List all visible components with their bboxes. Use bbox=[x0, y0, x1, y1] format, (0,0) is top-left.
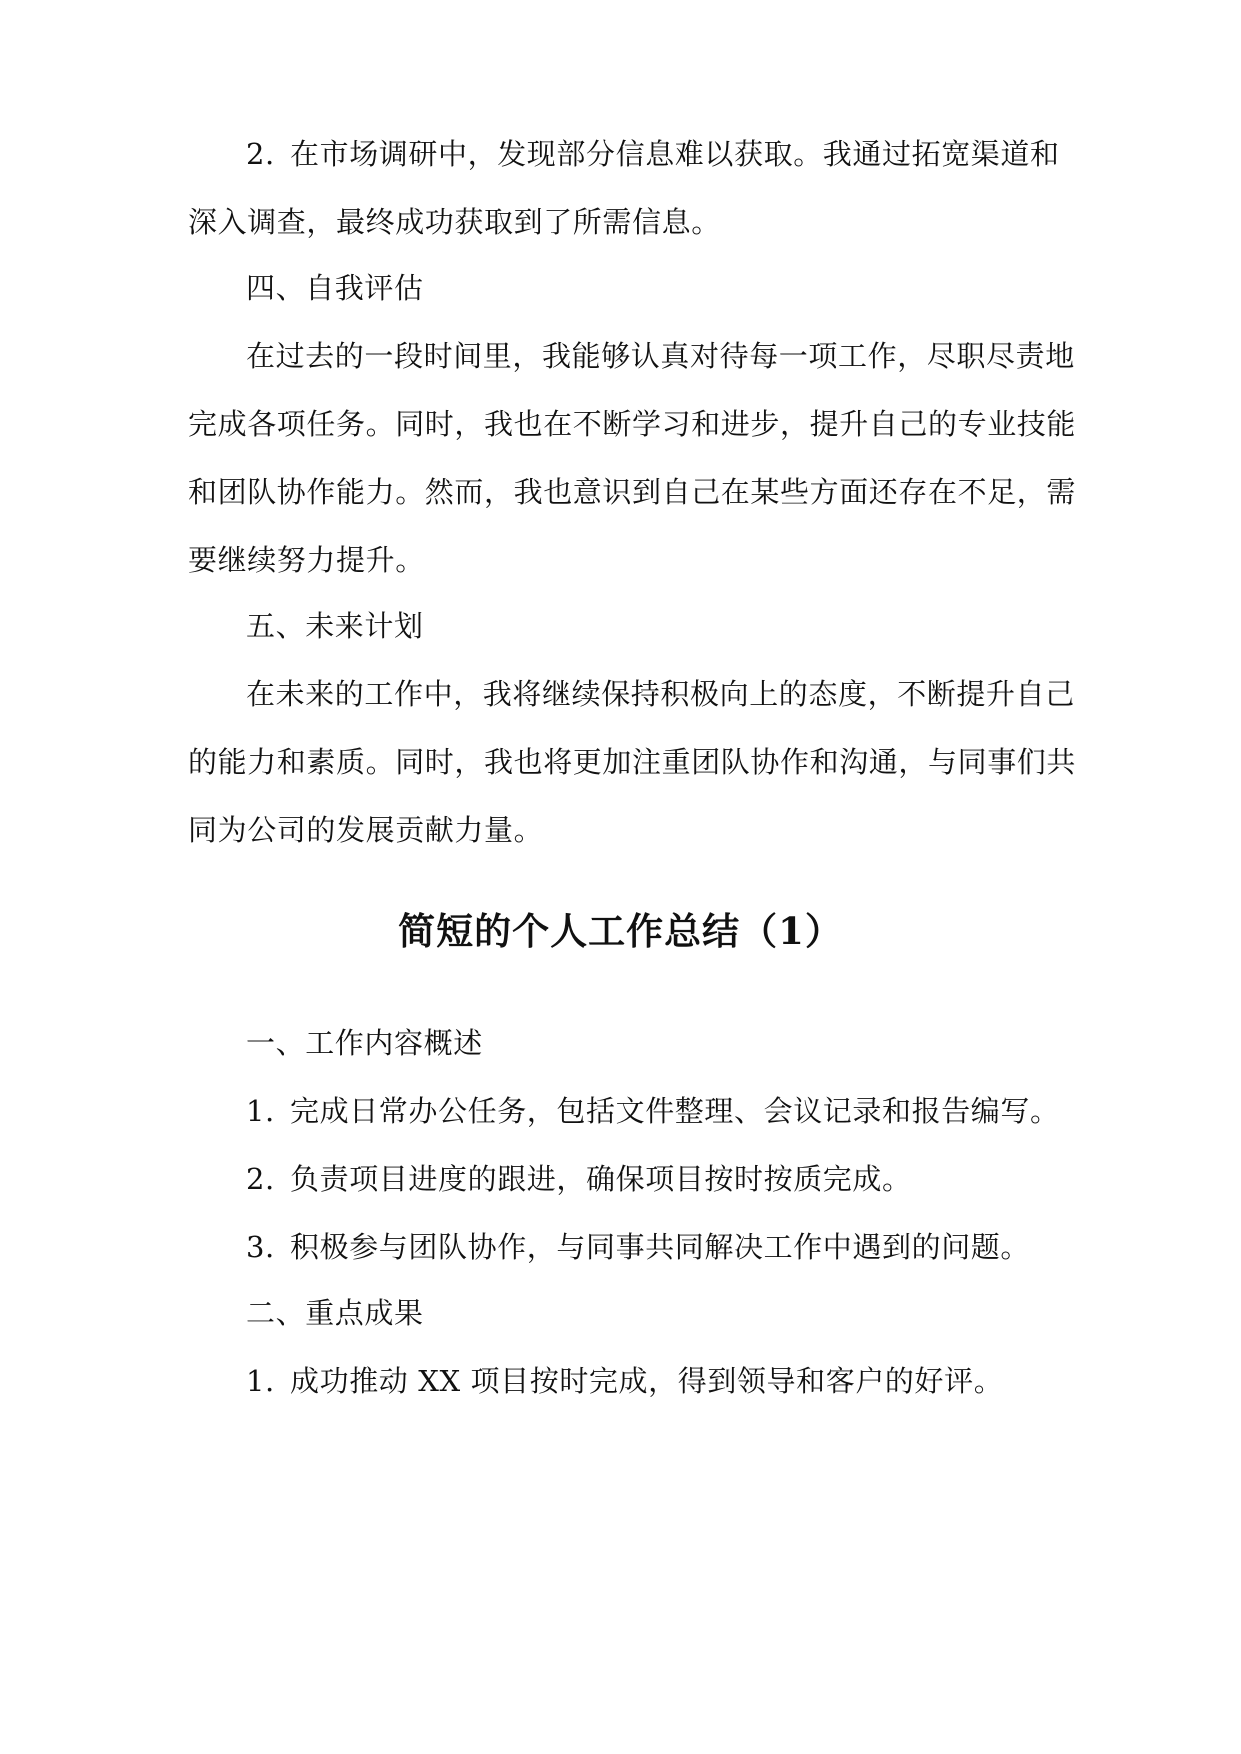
paragraph-line: 完成各项任务。同时，我也在不断学习和进步，提升自己的专业技能 bbox=[188, 407, 1077, 441]
list-text: 成功推动 XX 项目按时完成，得到领导和客户的好评。 bbox=[290, 1364, 1004, 1398]
document-title: 简短的个人工作总结（1） bbox=[398, 909, 843, 953]
list-item bbox=[246, 1361, 1116, 1401]
list-item bbox=[246, 1159, 1116, 1199]
section-heading: 二、重点成果 bbox=[246, 1296, 424, 1330]
section-heading: 一、工作内容概述 bbox=[246, 1026, 483, 1060]
section-heading: 五、未来计划 bbox=[246, 609, 424, 643]
paragraph-line: 在未来的工作中，我将继续保持积极向上的态度，不断提升自己 bbox=[246, 677, 1075, 711]
paragraph-line: 要继续努力提升。 bbox=[188, 543, 425, 577]
list-item bbox=[246, 1227, 1116, 1267]
paragraph-line: 和团队协作能力。然而，我也意识到自己在某些方面还存在不足，需 bbox=[188, 475, 1077, 509]
list-text: 在市场调研中，发现部分信息难以获取。我通过拓宽渠道和 bbox=[290, 137, 1060, 171]
list-number: 1. bbox=[246, 1364, 275, 1398]
list-number: 2. bbox=[246, 1162, 275, 1196]
list-item bbox=[246, 1091, 1116, 1131]
list-number: 2. bbox=[246, 137, 275, 171]
paragraph-line: 同为公司的发展贡献力量。 bbox=[188, 813, 544, 847]
section-heading: 四、自我评估 bbox=[246, 271, 424, 305]
list-number: 1. bbox=[246, 1094, 275, 1128]
list-item-continuation: 深入调查，最终成功获取到了所需信息。 bbox=[188, 205, 721, 239]
list-text: 积极参与团队协作，与同事共同解决工作中遇到的问题。 bbox=[290, 1230, 1031, 1264]
list-number: 3. bbox=[246, 1230, 275, 1264]
paragraph-line: 的能力和素质。同时，我也将更加注重团队协作和沟通，与同事们共 bbox=[188, 745, 1077, 779]
list-text: 完成日常办公任务，包括文件整理、会议记录和报告编写。 bbox=[290, 1094, 1060, 1128]
paragraph-line: 在过去的一段时间里，我能够认真对待每一项工作，尽职尽责地 bbox=[246, 339, 1075, 373]
list-text: 负责项目进度的跟进，确保项目按时按质完成。 bbox=[290, 1162, 912, 1196]
list-item bbox=[246, 134, 1116, 174]
